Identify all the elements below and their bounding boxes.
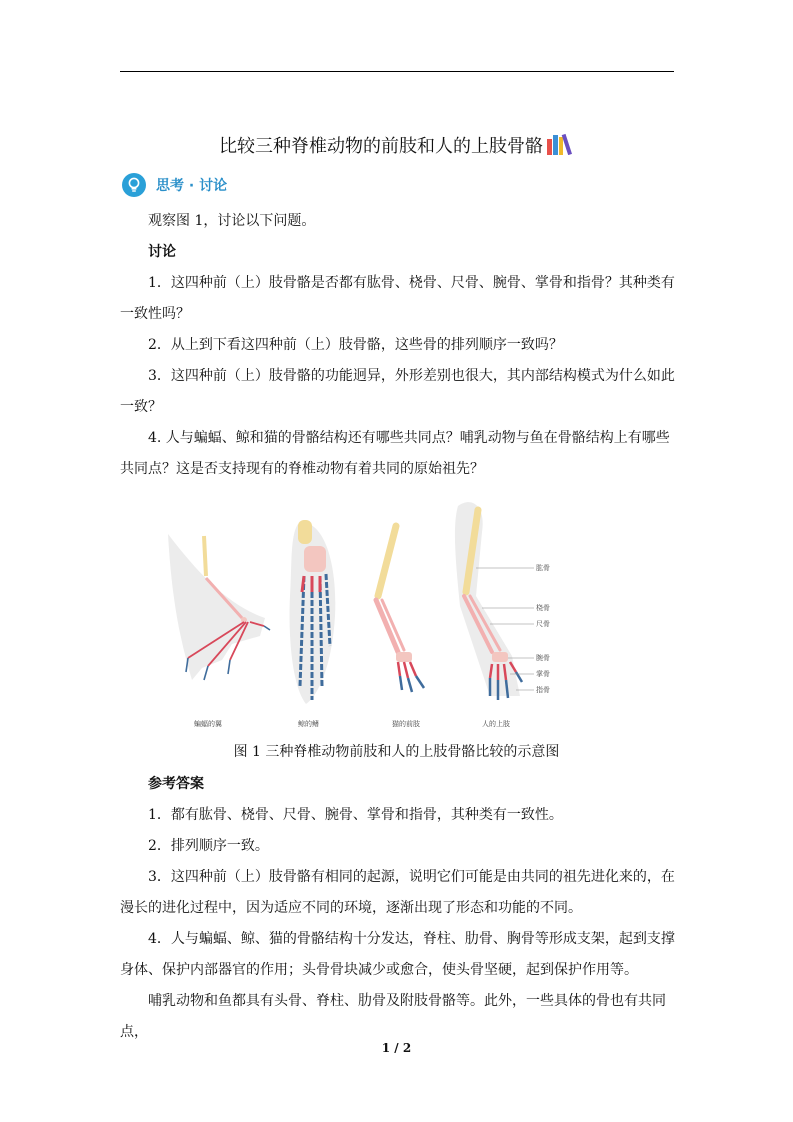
answers-heading: 参考答案 <box>148 776 204 792</box>
label-humerus: 肱骨 <box>536 564 550 572</box>
intro-text: 观察图 1，讨论以下问题。 <box>148 213 316 229</box>
human-arm-illustration <box>455 502 522 700</box>
panel-label-bat: 蝙蝠的翼 <box>194 720 222 728</box>
answer-5: 哺乳动物和鱼都具有头骨、脊柱、肋骨及附肢骨骼等。此外，一些具体的骨也有共同点， <box>120 993 666 1040</box>
figure-caption: 图 1 三种脊椎动物前肢和人的上肢骨骼比较的示意图 <box>233 744 560 760</box>
label-phalanges: 指骨 <box>536 686 550 694</box>
question-4: 4. 人与蝙蝠、鲸和猫的骨骼结构还有哪些共同点？哺乳动物与鱼在骨骼结构上有哪些共同点？这是否支持现有的脊椎动物有着共同的原始祖先？ <box>120 430 670 477</box>
answer-3: 3．这四种前（上）肢骨骼有相同的起源，说明它们可能是由共同的祖先进化来的，在漫长的进化过程中，因为适应不同的环境，逐渐出现了形态和功能的不同。 <box>120 869 675 916</box>
lightbulb-icon <box>122 173 146 197</box>
limb-comparison-figure <box>160 496 570 732</box>
label-carpals: 腕骨 <box>536 654 550 662</box>
label-ulna: 尺骨 <box>536 620 550 628</box>
label-metacarpals: 掌骨 <box>536 670 550 678</box>
panel-label-cat: 猫的前肢 <box>392 720 420 728</box>
section-label: 思考 · 讨论 <box>156 178 228 194</box>
page-title: 比较三种脊椎动物的前肢和人的上肢骨骼 <box>0 132 793 160</box>
header-rule <box>120 71 674 72</box>
bat-wing-illustration <box>168 534 270 680</box>
cat-forelimb-illustration <box>376 526 424 692</box>
panel-label-whale: 鲸的鳍 <box>298 720 319 728</box>
label-radius: 桡骨 <box>536 604 550 612</box>
answer-4: 4．人与蝙蝠、鲸、猫的骨骼结构十分发达，脊柱、肋骨、胸骨等形成支架，起到支撑身体、保护内部器官的作用；头骨骨块减少或愈合，使头骨坚硬，起到保护作用等。 <box>120 931 675 978</box>
answer-2: 2．排列顺序一致。 <box>148 838 269 854</box>
section-header <box>122 173 227 197</box>
books-icon <box>546 133 574 160</box>
whale-flipper-illustration <box>290 520 336 704</box>
panel-label-human: 人的上肢 <box>482 720 510 728</box>
question-2: 2．从上到下看这四种前（上）肢骨骼，这些骨的排列顺序一致吗？ <box>148 337 563 353</box>
answer-1: 1．都有肱骨、桡骨、尺骨、腕骨、掌骨和指骨，其种类有一致性。 <box>148 807 563 823</box>
page-number: 1 / 2 <box>381 1041 412 1055</box>
question-3: 3．这四种前（上）肢骨骼的功能迥异，外形差别也很大，其内部结构模式为什么如此一致？ <box>120 368 675 415</box>
question-1: 1．这四种前（上）肢骨骼是否都有肱骨、桡骨、尺骨、腕骨、掌骨和指骨？其种类有一致性吗？ <box>120 275 675 322</box>
discussion-heading: 讨论 <box>148 244 176 260</box>
